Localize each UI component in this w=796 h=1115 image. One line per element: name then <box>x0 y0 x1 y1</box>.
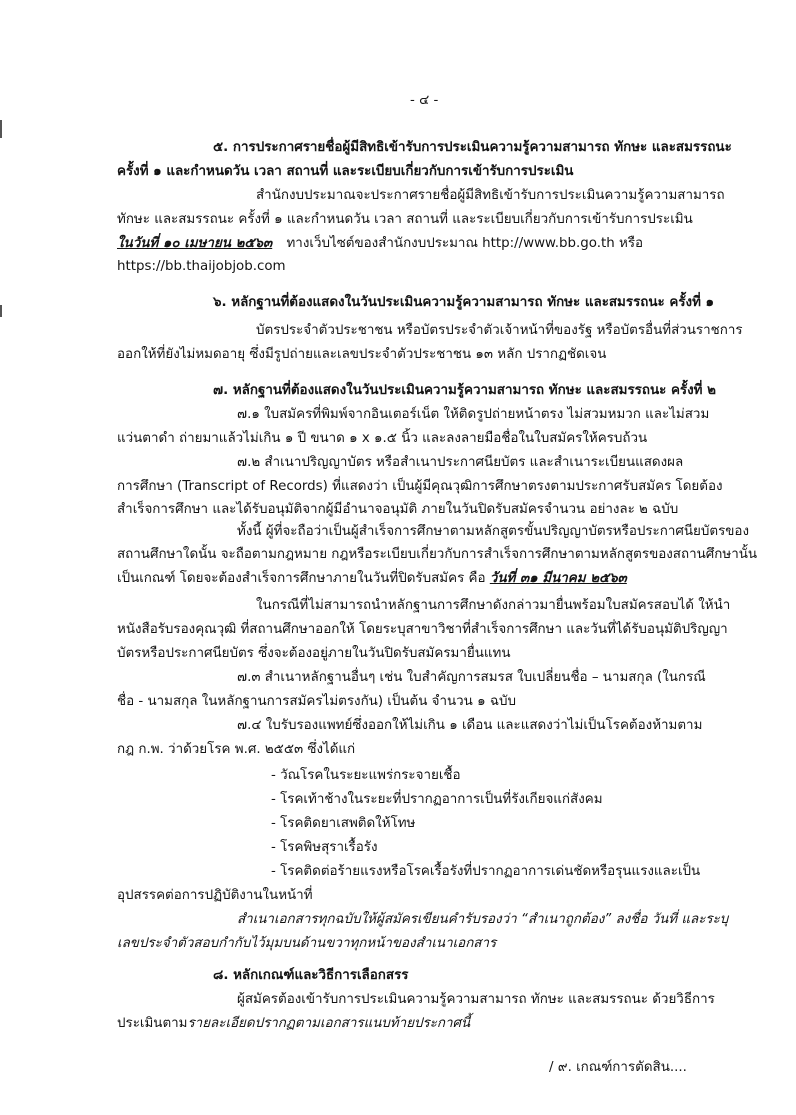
section7-item1-line2: แว่นตาดำ ถ่ายมาแล้วไม่เกิน ๑ ปี ขนาด ๑ x ๑.๕ นิ้ว และลงลายมือชื่อในใบสมัครให้ครบถ้วน <box>117 431 648 446</box>
section7-heading: ๗. หลักฐานที่ต้องแสดงในวันประเมินความรู้ความสามารถ ทักษะ และสมรรถนะ ครั้งที่ ๒ <box>213 383 716 398</box>
section8-method-text: ประเมินตาม <box>117 1016 188 1031</box>
section7-item2-line4: ทั้งนี้ ผู้ที่จะถือว่าเป็นผู้สำเร็จการศึกษาตามหลักสูตรขั้นปริญญาบัตรหรือประกาศนียบัตรของ <box>237 524 749 539</box>
section5-announcement-date: ในวันที่ ๑๐ เมษายน ๒๕๖๓ <box>117 236 273 251</box>
copy-certification-note-line1: สำเนาเอกสารทุกฉบับให้ผู้สมัครเขียนคำรับรองว่า “สำเนาถูกต้อง” ลงชื่อ วันที่ และระบุ <box>237 912 729 927</box>
disease-item: - โรคติดต่อร้ายแรงหรือโรคเรื้อรังที่ปรากฏอาการเด่นชัดหรือรุนแรงและเป็น <box>271 864 701 879</box>
section7-item2-line9: บัตรหรือประกาศนียบัตร ซึ่งจะต้องอยู่ภายในวันปิดรับสมัครมายื่นแทน <box>117 646 511 661</box>
disease-item: - โรคเท้าช้างในระยะที่ปรากฏอาการเป็นที่รังเกียจแก่สังคม <box>271 792 603 807</box>
scan-edge-mark <box>0 120 2 138</box>
section7-item2-line5: สถานศึกษาใดนั้น จะถือตามกฎหมาย กฎหรือระเบียบเกี่ยวกับการสำเร็จการศึกษาตามหลักสูตรของสถานศึกษานั้น <box>117 547 758 562</box>
disease-item: - โรคติดยาเสพติดให้โทษ <box>271 816 416 831</box>
section8-body-line2 <box>117 1014 470 1034</box>
section7-item2-line8: หนังสือรับรองคุณวุฒิ ที่สถานศึกษาออกให้ โดยระบุสาขาวิชาที่สำเร็จการศึกษา และวันที่ได้รับอนุมัติปริญญา <box>117 622 728 637</box>
section6-body-line1: บัตรประจำตัวประชาชน หรือบัตรประจำตัวเจ้าหน้าที่ของรัฐ หรือบัตรอื่นที่ส่วนราชการ <box>256 323 743 338</box>
section7-item4-line2: กฎ ก.พ. ว่าด้วยโรค พ.ศ. ๒๕๕๓ ซึ่งได้แก่ <box>117 742 356 757</box>
disease-item-continuation: อุปสรรคต่อการปฏิบัติงานในหน้าที่ <box>117 888 313 903</box>
section6-heading: ๖. หลักฐานที่ต้องแสดงในวันประเมินความรู้ความสามารถ ทักษะ และสมรรถนะ ครั้งที่ ๑ <box>213 295 715 310</box>
section7-item1-line1: ๗.๑ ใบสมัครที่พิมพ์จากอินเตอร์เน็ต ให้ติดรูปถ่ายหน้าตรง ไม่สวมหมวก และไม่สวม <box>237 407 710 422</box>
section5-website-text: ทางเว็บไซต์ของสำนักงบประมาณ http://www.bb.go.th หรือ <box>286 236 644 251</box>
section5-body-line2: ทักษะ และสมรรถนะ ครั้งที่ ๑ และกำหนดวัน เวลา สถานที่ และระเบียบเกี่ยวกับการเข้ารับการประเมิน <box>117 212 693 227</box>
section7-item2-line7: ในกรณีที่ไม่สามารถนำหลักฐานการศึกษาดังกล่าวมายื่นพร้อมใบสมัครสอบได้ ให้นำ <box>256 598 731 613</box>
continuation-note: / ๙. เกณฑ์การตัดสิน.... <box>549 1060 687 1075</box>
page-number: - ๔ - <box>410 93 439 108</box>
section7-deadline-date: วันที่ ๓๑ มีนาคม ๒๕๖๓ <box>489 571 627 586</box>
section7-item4-line1: ๗.๔ ใบรับรองแพทย์ซึ่งออกให้ไม่เกิน ๑ เดือน และแสดงว่าไม่เป็นโรคต้องห้ามตาม <box>237 718 703 733</box>
section5-heading-line2: ครั้งที่ ๑ และกำหนดวัน เวลา สถานที่ และระเบียบเกี่ยวกับการเข้ารับการประเมิน <box>117 164 574 179</box>
section7-item2-line3: สำเร็จการศึกษา และได้รับอนุมัติจากผู้มีอำนาจอนุมัติ ภายในวันปิดรับสมัครจำนวน อย่างละ ๒ ฉบับ <box>117 502 679 517</box>
section8-body-line1: ผู้สมัครต้องเข้ารับการประเมินความรู้ความสามารถ ทักษะ และสมรรถนะ ด้วยวิธีการ <box>237 992 715 1007</box>
scan-edge-mark-2 <box>0 305 2 317</box>
section5-url2: https://bb.thaijobjob.com <box>117 259 286 274</box>
section5-body-line1: สำนักงบประมาณจะประกาศรายชื่อผู้มีสิทธิเข้ารับการประเมินความรู้ความสามารถ <box>256 188 725 203</box>
copy-certification-note-line2: เลขประจำตัวสอบกำกับไว้มุมบนด้านขวาทุกหน้าของสำเนาเอกสาร <box>117 936 497 951</box>
disease-item: - โรคพิษสุราเรื้อรัง <box>271 840 378 855</box>
section7-deadline-text: เป็นเกณฑ์ โดยจะต้องสำเร็จการศึกษาภายในวันที่ปิดรับสมัคร คือ <box>117 571 486 586</box>
section5-heading-line1: ๕. การประกาศรายชื่อผู้มีสิทธิเข้ารับการประเมินความรู้ความสามารถ ทักษะ และสมรรถนะ <box>213 140 732 155</box>
section8-heading: ๘. หลักเกณฑ์และวิธีการเลือกสรร <box>213 968 409 983</box>
section7-item2-line2: การศึกษา (Transcript of Records) ที่แสดงว่า เป็นผู้มีคุณวุฒิการศึกษาตรงตามประกาศรับสมัคร โดยต้อง <box>117 479 723 494</box>
section7-item3-line1: ๗.๓ สำเนาหลักฐานอื่นๆ เช่น ใบสำคัญการสมรส ใบเปลี่ยนชื่อ – นามสกุล (ในกรณี <box>237 670 706 685</box>
section7-item2-line6 <box>117 569 627 589</box>
section7-item3-line2: ชื่อ - นามสกุล ในหลักฐานการสมัครไม่ตรงกัน) เป็นต้น จำนวน ๑ ฉบับ <box>117 694 516 709</box>
section5-body-line3 <box>117 234 643 254</box>
disease-item: - วัณโรคในระยะแพร่กระจายเชื้อ <box>271 768 461 783</box>
section8-attachment-reference: รายละเอียดปรากฏตามเอกสารแนบท้ายประกาศนี้ <box>187 1016 471 1031</box>
section7-item2-line1: ๗.๒ สำเนาปริญญาบัตร หรือสำเนาประกาศนียบัตร และสำเนาระเบียนแสดงผล <box>237 455 684 470</box>
section6-body-line2: ออกให้ที่ยังไม่หมดอายุ ซึ่งมีรูปถ่ายและเลขประจำตัวประชาชน ๑๓ หลัก ปรากฏชัดเจน <box>117 347 607 362</box>
